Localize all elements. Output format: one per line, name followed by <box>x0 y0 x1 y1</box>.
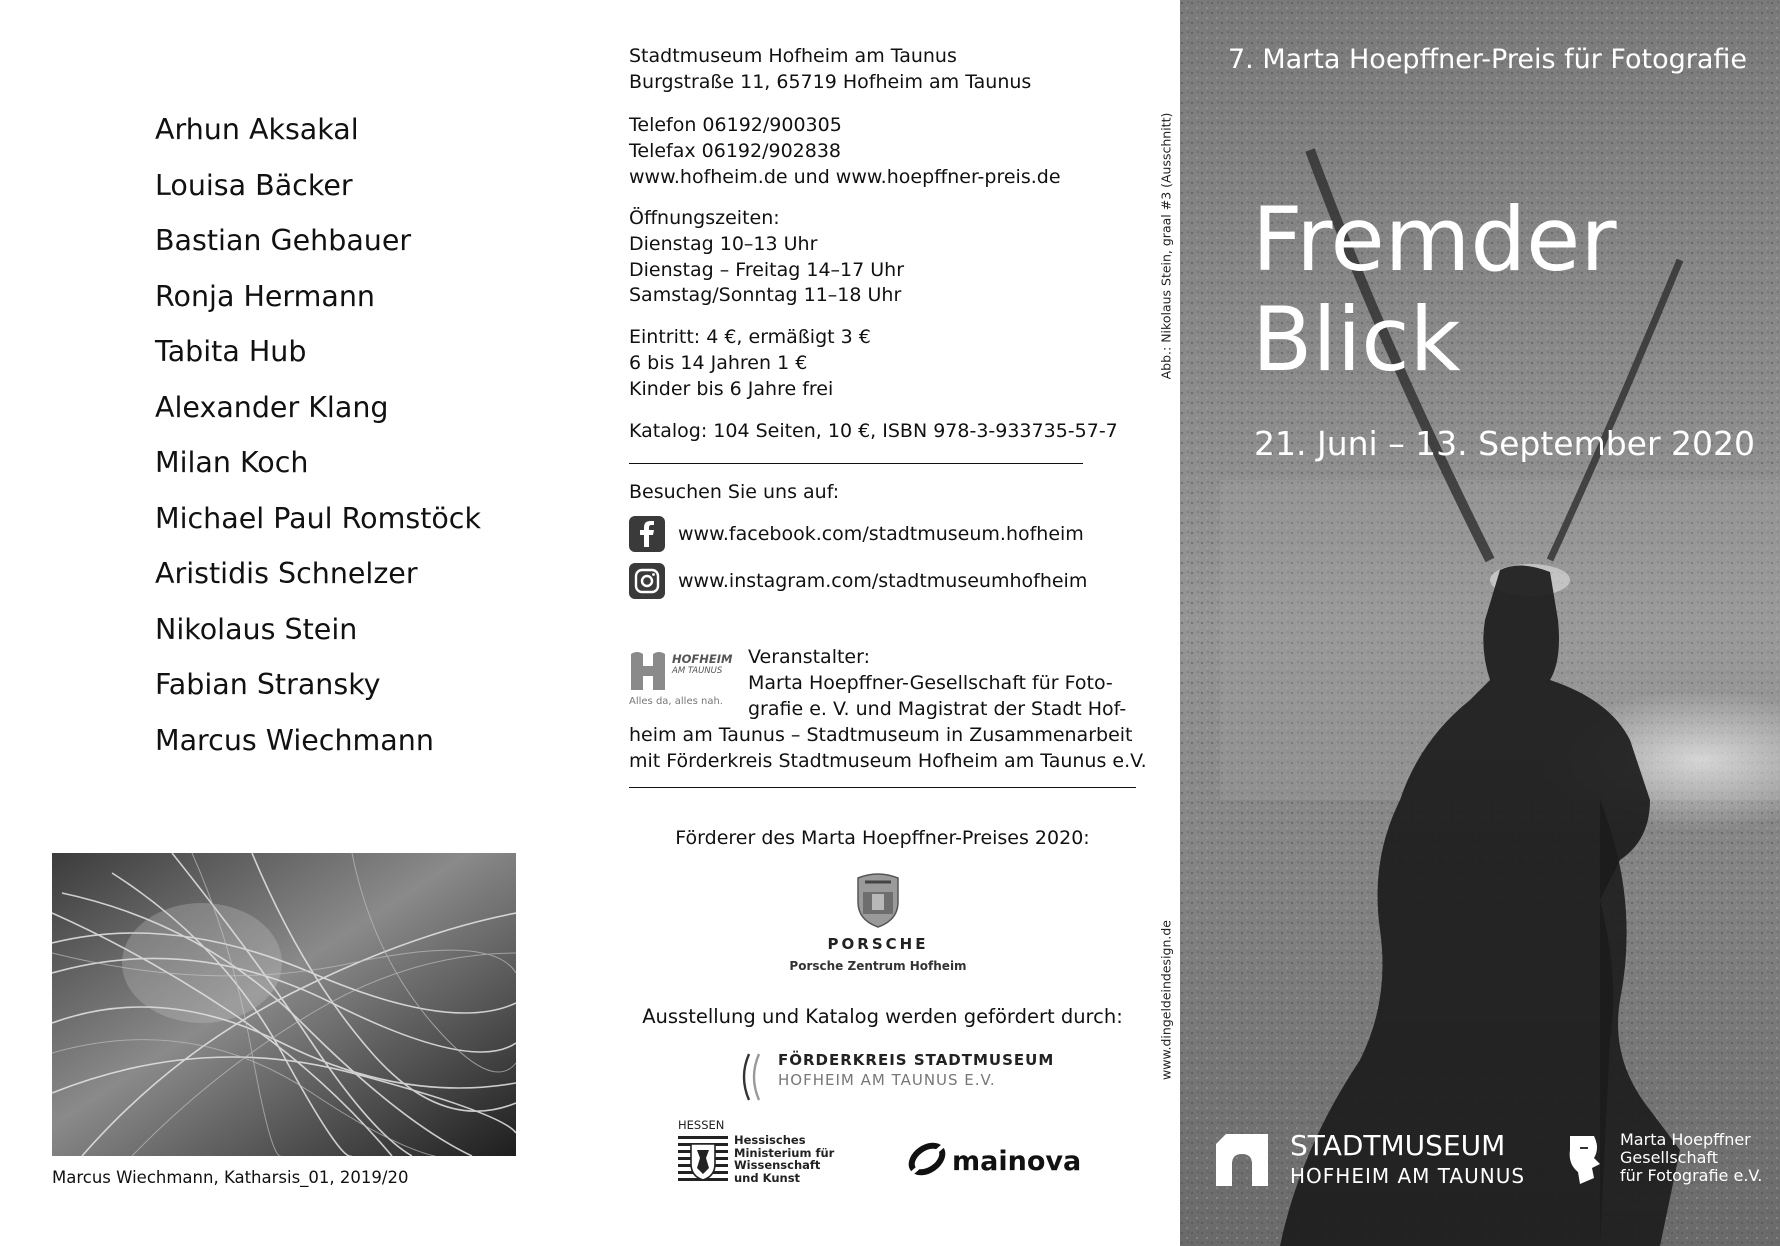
artist-name: Alexander Klang <box>155 390 389 424</box>
foerderkreis-logo-icon <box>737 1052 767 1102</box>
museum-name: STADTMUSEUM <box>1290 1129 1506 1162</box>
hofheim-slogan: Alles da, alles nah. <box>629 696 723 707</box>
fax-number: Telefax 06192/902838 <box>629 139 842 162</box>
hours-heading: Öffnungszeiten: <box>629 207 780 229</box>
hoepffner-portrait-icon <box>1566 1134 1606 1186</box>
website-links[interactable]: www.hofheim.de und www.hoepffner-preis.de <box>629 165 1061 188</box>
admission-line: Kinder bis 6 Jahre frei <box>629 377 834 400</box>
address-line: Stadtmuseum Hofheim am Taunus <box>629 45 957 67</box>
hours-line: Samstag/Sonntag 11–18 Uhr <box>629 284 902 307</box>
porsche-wordmark: PORSCHE <box>827 935 929 953</box>
hofheim-logo-text: HOFHEIM <box>672 652 733 666</box>
artist-list <box>155 102 481 768</box>
hessen-line: Ministerium für <box>734 1145 835 1160</box>
design-credit: www.dingeldeindesign.de <box>1158 919 1174 1081</box>
exhibition-dates: 21. Juni – 13. September 2020 <box>1254 424 1756 463</box>
contact-block <box>629 113 1061 190</box>
hofheim-logo-sub: AM TAUNUS <box>672 666 723 676</box>
foerderkreis-line1: FÖRDERKREIS STADTMUSEUM <box>778 1051 1055 1069</box>
stadtmuseum-logo-icon <box>1216 1134 1268 1186</box>
admission-line: Eintritt: 4 €, ermäßigt 3 € <box>629 326 871 348</box>
divider <box>629 787 1136 788</box>
museum-location: HOFHEIM AM TAUNUS <box>1290 1164 1526 1188</box>
instagram-icon[interactable] <box>629 563 665 599</box>
organizer-label: Veranstalter: <box>748 646 870 668</box>
artist-name: Ronja Hermann <box>155 279 375 313</box>
mainova-swoosh-icon <box>905 1138 951 1180</box>
instagram-link[interactable]: www.instagram.com/stadtmuseumhofheim <box>678 570 1088 592</box>
artist-name: Fabian Stransky <box>155 668 381 701</box>
visit-label: Besuchen Sie uns auf: <box>629 481 840 503</box>
artist-name: Bastian Gehbauer <box>155 224 412 257</box>
artist-name: Nikolaus Stein <box>155 612 358 646</box>
artist-name: Milan Koch <box>155 446 309 479</box>
artist-name: Arhun Aksakal <box>155 113 359 146</box>
mainova-wordmark: mainova <box>952 1146 1082 1177</box>
address-line: Burgstraße 11, 65719 Hofheim am Taunus <box>629 70 1032 93</box>
admission-line: 6 bis 14 Jahren 1 € <box>629 351 808 374</box>
society-line: Gesellschaft <box>1620 1148 1719 1167</box>
support-heading: Ausstellung und Katalog werden gefördert durch: <box>642 1005 1123 1028</box>
facebook-icon[interactable] <box>629 516 665 552</box>
hessen-ministry <box>734 1134 834 1184</box>
grass-photo <box>52 853 516 1156</box>
admission-block <box>629 325 871 402</box>
organizer-line: heim am Taunus – Stadtmuseum in Zusammenarbeit <box>629 724 1133 746</box>
organizer-line: Marta Hoepffner-Gesellschaft für Foto- <box>748 672 1113 694</box>
organizer-line: grafie e. V. und Magistrat der Stadt Hof- <box>748 698 1127 720</box>
hours-line: Dienstag 10–13 Uhr <box>629 232 818 255</box>
prize-title: 7. Marta Hoepffner-Preis für Fotografie <box>1228 44 1747 75</box>
title-line: Fremder <box>1252 188 1617 291</box>
organizer-line: mit Förderkreis Stadtmuseum Hofheim am Taunus e.V. <box>629 750 1147 772</box>
porsche-sub: Porsche Zentrum Hofheim <box>789 959 967 973</box>
exhibition-title <box>1252 190 1617 390</box>
hessen-label: HESSEN <box>678 1118 725 1132</box>
divider <box>629 463 1083 464</box>
address-block <box>629 44 1031 96</box>
hofheim-logo <box>629 650 733 714</box>
artist-name: Louisa Bäcker <box>155 168 353 202</box>
artist-name: Michael Paul Romstöck <box>155 501 481 535</box>
photo-caption: Marcus Wiechmann, Katharsis_01, 2019/20 <box>52 1168 409 1187</box>
hessen-line: und Kunst <box>734 1170 801 1185</box>
hessen-coat-of-arms-icon <box>678 1134 728 1184</box>
phone-number: Telefon 06192/900305 <box>629 114 842 136</box>
artist-name: Marcus Wiechmann <box>155 723 434 757</box>
hofheim-h-icon <box>629 650 669 692</box>
hessen-line: Wissenschaft <box>734 1158 821 1172</box>
image-credit: Abb.: Nikolaus Stein, graal #3 (Ausschnitt) <box>1158 112 1174 380</box>
cover-panel <box>1180 0 1780 1246</box>
porsche-crest-icon <box>855 872 901 928</box>
artist-name: Tabita Hub <box>155 335 307 368</box>
hours-line: Dienstag – Freitag 14–17 Uhr <box>629 258 905 281</box>
society-line: für Fotografie e.V. <box>1620 1166 1763 1185</box>
cover-photo <box>1180 0 1780 1246</box>
society-line: Marta Hoepffner <box>1620 1130 1751 1149</box>
artist-name: Aristidis Schnelzer <box>155 557 418 590</box>
title-line: Blick <box>1252 288 1461 391</box>
facebook-link[interactable]: www.facebook.com/stadtmuseum.hofheim <box>678 523 1084 545</box>
society-name <box>1620 1131 1762 1185</box>
opening-hours <box>629 206 904 309</box>
hessen-line: Hessisches <box>734 1133 806 1147</box>
sponsor-heading: Förderer des Marta Hoepffner-Preises 2020: <box>675 827 1090 849</box>
foerderkreis-line2: HOFHEIM AM TAUNUS E.V. <box>778 1071 996 1089</box>
catalog-info: Katalog: 104 Seiten, 10 €, ISBN 978-3-933735-57-7 <box>629 420 1118 442</box>
